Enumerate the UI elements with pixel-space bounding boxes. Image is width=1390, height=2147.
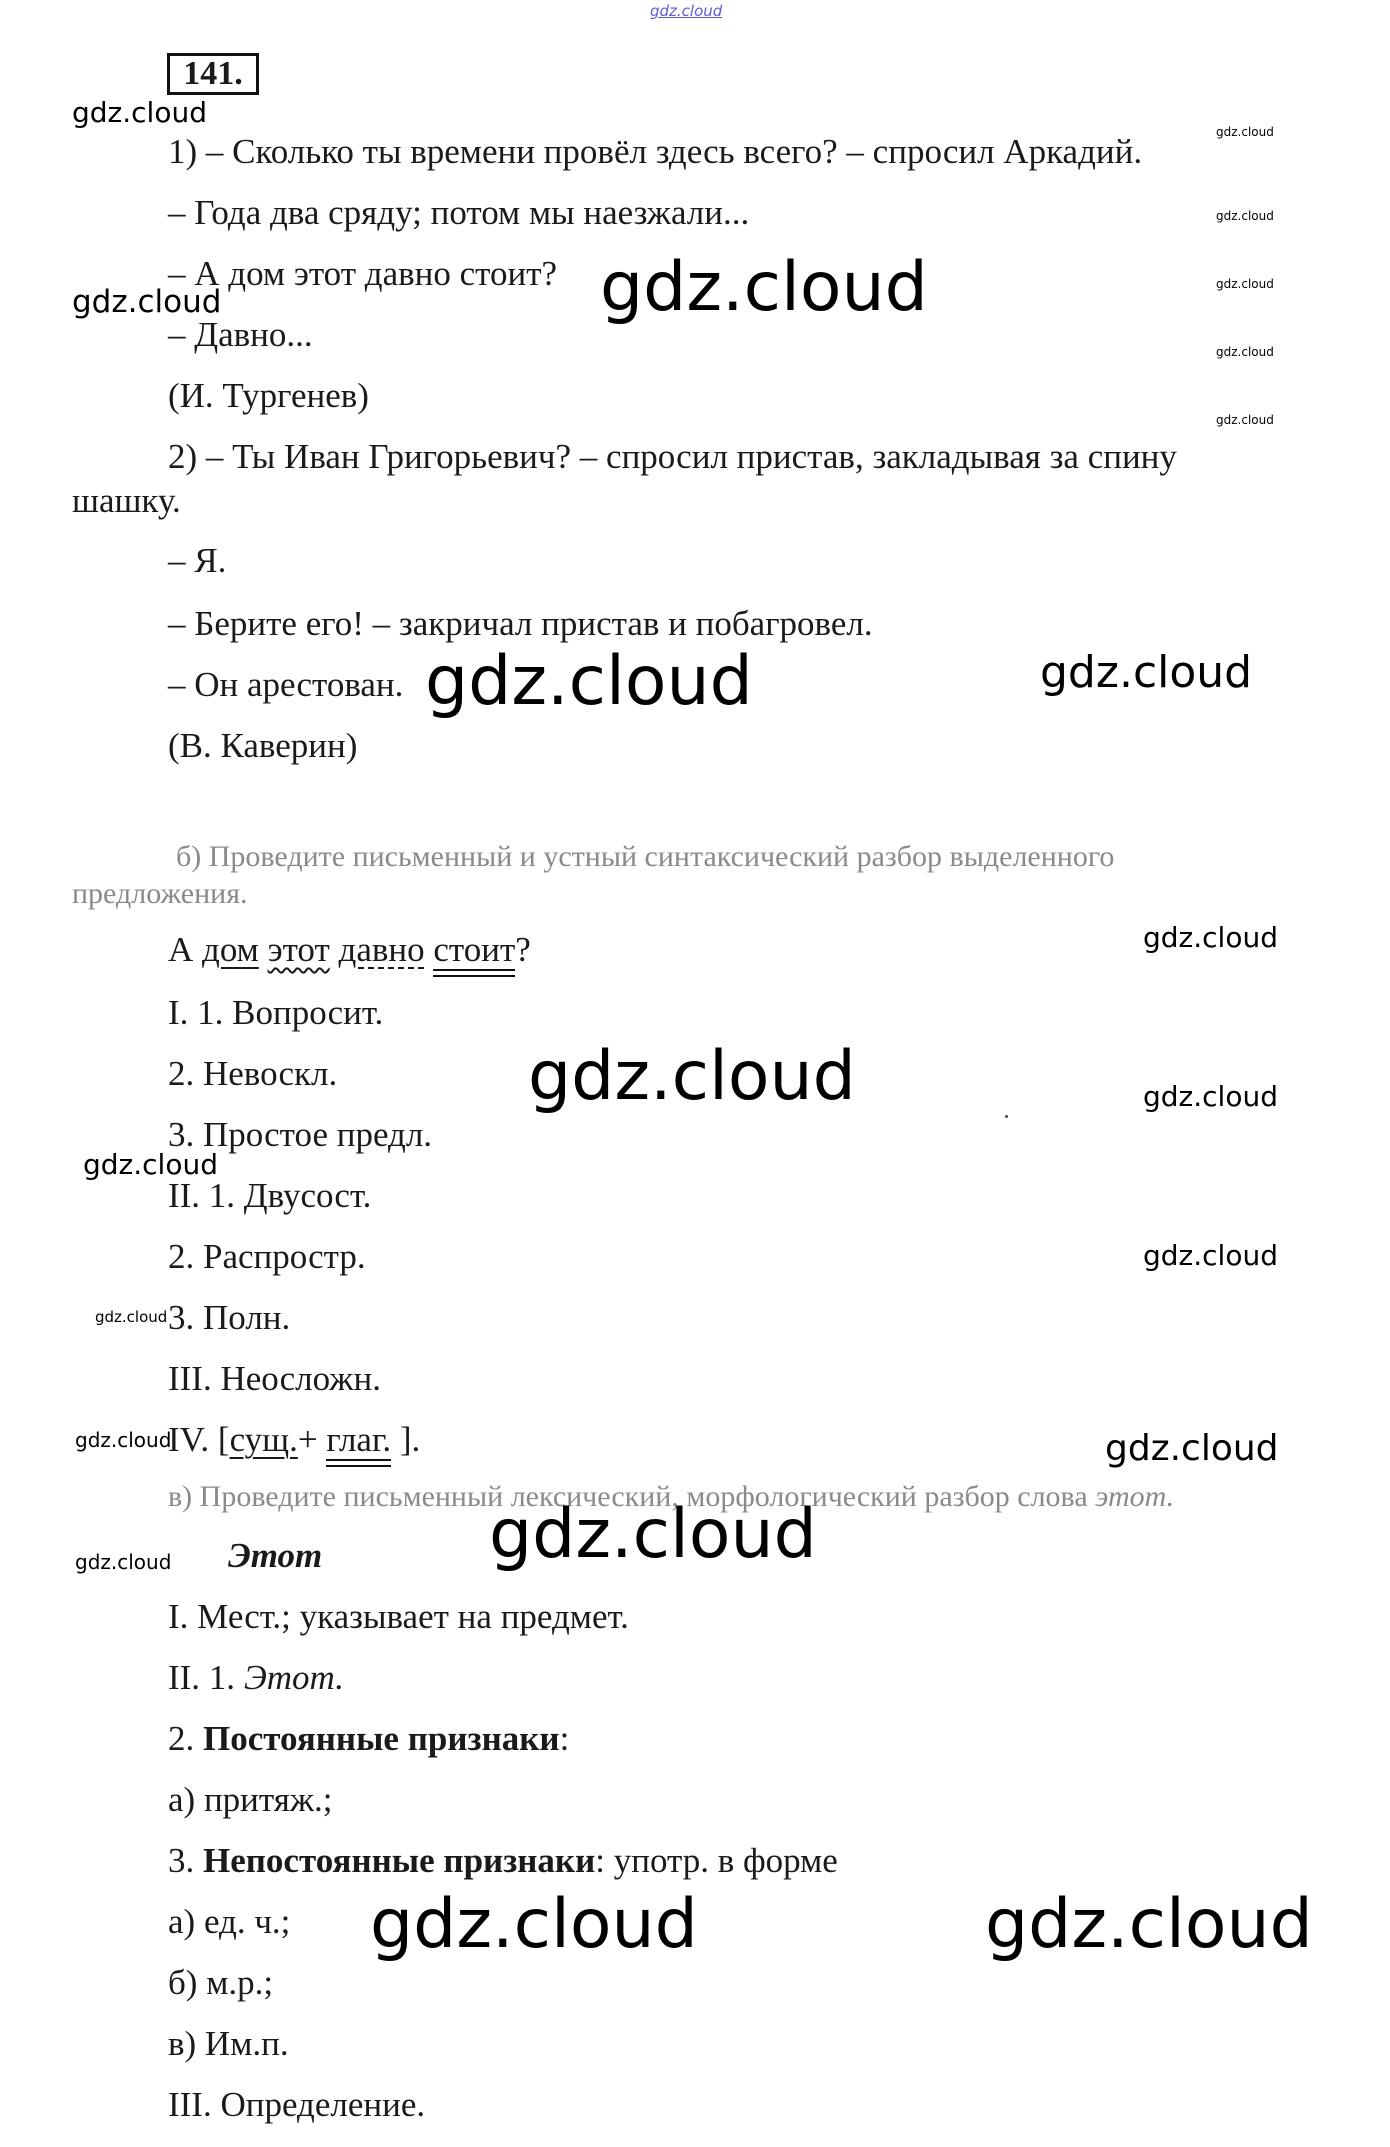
exercise-number: 141. bbox=[167, 53, 259, 95]
dialog2-line3: – Берите его! – закричал пристав и побагровел. bbox=[168, 604, 873, 643]
watermark: gdz.cloud bbox=[425, 642, 753, 721]
syntax-iv bbox=[168, 1420, 420, 1460]
watermark: gdz.cloud bbox=[1216, 277, 1274, 291]
sentence-start: А bbox=[168, 930, 203, 969]
morph-line2-num: II. 1. bbox=[168, 1658, 244, 1697]
morph-initial-form: Этот. bbox=[243, 1658, 344, 1697]
watermark: gdz.cloud bbox=[370, 1885, 698, 1964]
morph-line2 bbox=[168, 1658, 344, 1698]
morph-title: Этот bbox=[228, 1536, 323, 1575]
constant-features-label: Постоянные признаки bbox=[203, 1719, 560, 1758]
watermark: gdz.cloud bbox=[1143, 1239, 1278, 1272]
syntax-ii3: 3. Полн. bbox=[168, 1298, 291, 1337]
syntax-i1: I. 1. Вопросит. bbox=[168, 993, 384, 1032]
dialog1-line1: 1) – Сколько ты времени провёл здесь всего? – спросил Аркадий. bbox=[168, 132, 1143, 171]
scheme-verb: глаг. bbox=[326, 1420, 392, 1459]
predicate-word: стоит bbox=[433, 930, 516, 969]
morph-line6: а) ед. ч.; bbox=[168, 1902, 291, 1941]
watermark: gdz.cloud bbox=[1143, 1080, 1278, 1113]
attribute-word: этот bbox=[267, 930, 330, 969]
watermark: gdz.cloud bbox=[600, 248, 928, 327]
dialog1-line4: – Давно... bbox=[168, 315, 313, 354]
syntax-ii2: 2. Распростр. bbox=[168, 1237, 366, 1276]
morph-line8: в) Им.п. bbox=[168, 2024, 289, 2063]
watermark: gdz.cloud bbox=[72, 284, 222, 320]
task-v-text: в) Проведите письменный лексический, морфологический разбор слова bbox=[168, 1480, 1096, 1513]
scheme-noun: сущ. bbox=[229, 1420, 298, 1459]
morph-line7: б) м.р.; bbox=[168, 1963, 274, 2002]
watermark: gdz.cloud bbox=[1143, 921, 1278, 954]
watermark: gdz.cloud bbox=[75, 1550, 172, 1574]
sentence-end: ? bbox=[515, 930, 531, 969]
dialog1-line2: – Года два сряду; потом мы наезжали... bbox=[168, 193, 750, 232]
syntax-i2: 2. Невоскл. bbox=[168, 1054, 338, 1093]
dialog2-line1a: 2) – Ты Иван Григорьевич? – спросил пристав, закладывая за спину bbox=[168, 437, 1177, 476]
morph-line3-end: : bbox=[559, 1719, 570, 1758]
watermark: gdz.cloud bbox=[95, 1308, 168, 1326]
task-b-line1: б) Проведите письменный и устный синтаксический разбор выделенного bbox=[176, 840, 1115, 873]
watermark: gdz.cloud bbox=[75, 1428, 172, 1452]
task-v-word: этот. bbox=[1095, 1480, 1175, 1513]
adverbial-word: давно bbox=[338, 930, 425, 969]
parse-sentence bbox=[168, 930, 531, 970]
watermark: gdz.cloud bbox=[1040, 647, 1253, 698]
task-b-line2: предложения. bbox=[72, 877, 248, 910]
watermark: gdz.cloud bbox=[1216, 345, 1274, 359]
dialog2-author: (В. Каверин) bbox=[168, 726, 358, 765]
syntax-iii: III. Неосложн. bbox=[168, 1359, 381, 1398]
morph-line3 bbox=[168, 1719, 569, 1759]
dialog2-line2: – Я. bbox=[168, 541, 227, 580]
morph-line9: III. Определение. bbox=[168, 2085, 426, 2124]
watermark: gdz.cloud bbox=[1216, 125, 1274, 139]
dialog2-line1b: шашку. bbox=[72, 481, 181, 520]
dialog2-line4: – Он арестован. bbox=[168, 665, 404, 704]
morph-line5-end: : употр. в форме bbox=[595, 1841, 838, 1880]
syntax-ii1: II. 1. Двусост. bbox=[168, 1176, 372, 1215]
dialog1-line3: – А дом этот давно стоит? bbox=[168, 254, 558, 293]
watermark: gdz.cloud bbox=[528, 1037, 856, 1116]
syntax-i3: 3. Простое предл. bbox=[168, 1115, 433, 1154]
variable-features-label: Непостоянные признаки bbox=[203, 1841, 596, 1880]
header-watermark[interactable]: gdz.cloud bbox=[650, 2, 723, 20]
morph-line1: I. Мест.; указывает на предмет. bbox=[168, 1597, 629, 1636]
watermark: gdz.cloud bbox=[83, 1148, 218, 1181]
watermark: gdz.cloud bbox=[1216, 209, 1274, 223]
watermark: gdz.cloud bbox=[1216, 413, 1274, 427]
dialog1-author: (И. Тургенев) bbox=[168, 376, 369, 415]
morph-line5-num: 3. bbox=[168, 1841, 203, 1880]
morph-line3-num: 2. bbox=[168, 1719, 203, 1758]
watermark: gdz.cloud bbox=[72, 96, 207, 129]
scheme-close: ]. bbox=[391, 1420, 421, 1459]
watermark: gdz.cloud bbox=[1105, 1428, 1279, 1469]
scheme-open: IV. [ bbox=[168, 1420, 230, 1459]
morph-line5 bbox=[168, 1841, 838, 1881]
morph-line4: а) притяж.; bbox=[168, 1780, 333, 1819]
scheme-plus: + bbox=[297, 1420, 327, 1459]
stray-dot bbox=[1005, 1115, 1008, 1118]
watermark: gdz.cloud bbox=[489, 1495, 817, 1574]
subject-word: дом bbox=[202, 930, 259, 969]
watermark: gdz.cloud bbox=[985, 1885, 1313, 1964]
